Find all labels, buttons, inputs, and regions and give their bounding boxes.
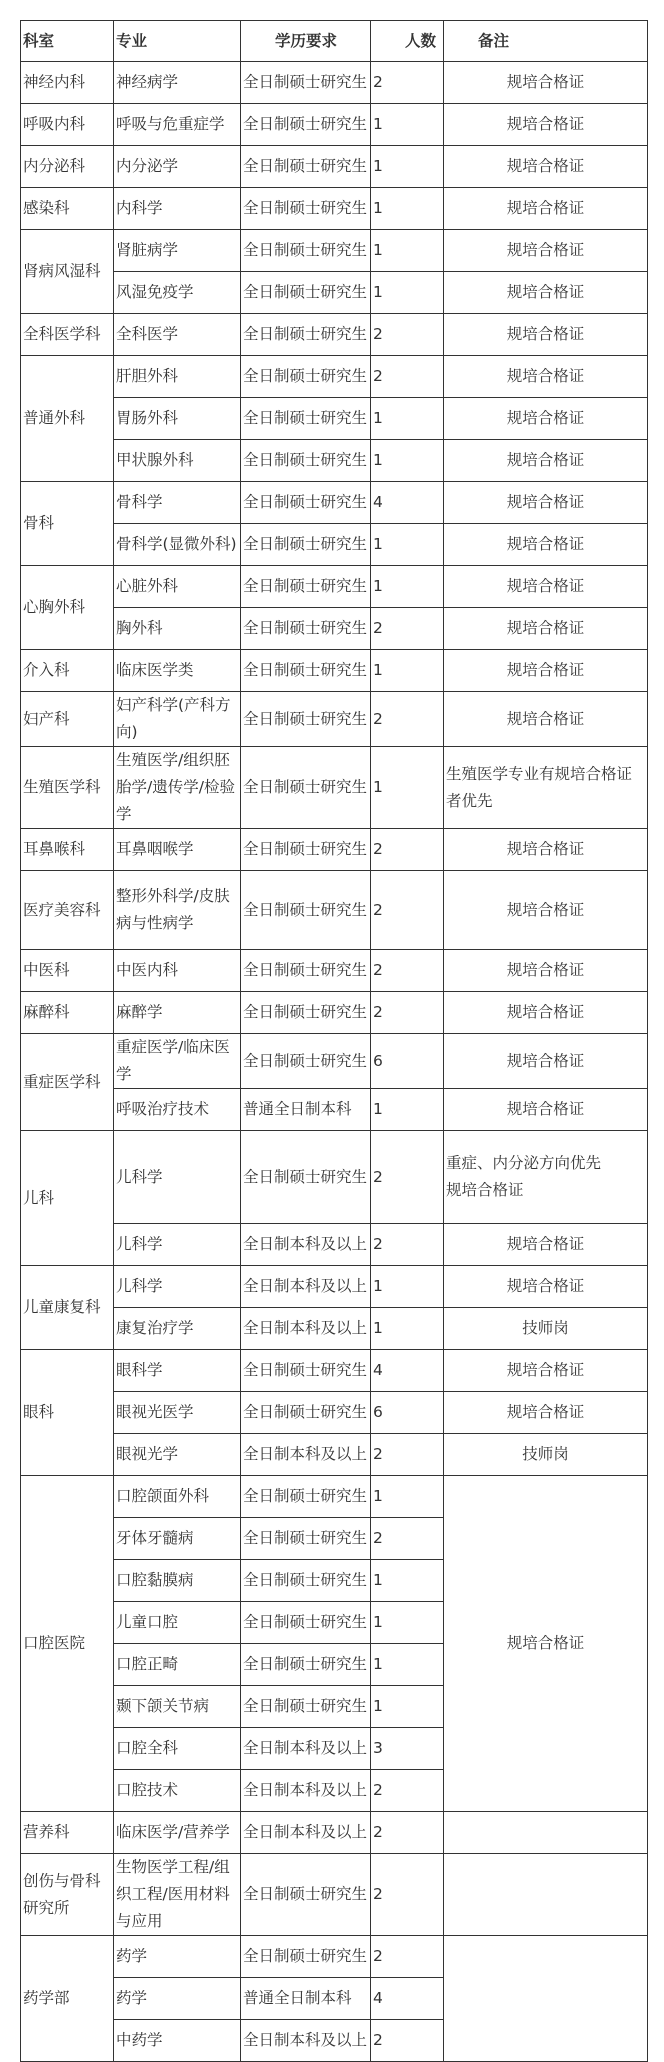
notes-cell: 规培合格证 <box>444 1392 648 1434</box>
count-cell: 2 <box>371 871 444 950</box>
notes-cell: 规培合格证 <box>444 692 648 747</box>
count-cell: 1 <box>371 272 444 314</box>
table-row <box>21 992 648 1034</box>
table-row <box>21 1392 648 1434</box>
table-row <box>21 1854 648 1936</box>
notes-cell: 规培合格证 <box>444 104 648 146</box>
notes-cell: 生殖医学专业有规培合格证者优先 <box>444 747 648 829</box>
count-cell: 2 <box>371 829 444 871</box>
major-cell: 中药学 <box>114 2020 241 2062</box>
major-cell: 儿科学 <box>114 1131 241 1224</box>
count-cell: 2 <box>371 1131 444 1224</box>
major-cell: 口腔全科 <box>114 1728 241 1770</box>
notes-cell: 规培合格证 <box>444 1350 648 1392</box>
table-row <box>21 950 648 992</box>
education-cell: 普通全日制本科 <box>241 1978 371 2020</box>
major-cell: 颞下颌关节病 <box>114 1686 241 1728</box>
count-cell: 1 <box>371 524 444 566</box>
department-cell: 耳鼻喉科 <box>21 829 114 871</box>
department-cell: 内分泌科 <box>21 146 114 188</box>
table-row <box>21 747 648 829</box>
education-cell: 全日制硕士研究生 <box>241 871 371 950</box>
table-row <box>21 692 648 747</box>
education-cell: 全日制本科及以上 <box>241 1728 371 1770</box>
table-row <box>21 188 648 230</box>
notes-cell: 规培合格证 <box>444 356 648 398</box>
table-row <box>21 566 648 608</box>
table-row <box>21 482 648 524</box>
major-cell: 耳鼻咽喉学 <box>114 829 241 871</box>
education-cell: 普通全日制本科 <box>241 1089 371 1131</box>
major-cell: 内分泌学 <box>114 146 241 188</box>
major-cell: 眼视光医学 <box>114 1392 241 1434</box>
department-cell: 眼科 <box>21 1350 114 1476</box>
department-cell: 中医科 <box>21 950 114 992</box>
department-cell: 口腔医院 <box>21 1476 114 1812</box>
major-cell: 牙体牙髓病 <box>114 1518 241 1560</box>
education-cell: 全日制硕士研究生 <box>241 950 371 992</box>
table-row <box>21 524 648 566</box>
major-cell: 妇产科学(产科方向) <box>114 692 241 747</box>
notes-cell: 规培合格证 <box>444 398 648 440</box>
header-major: 专业 <box>114 21 241 62</box>
major-cell: 药学 <box>114 1978 241 2020</box>
education-cell: 全日制硕士研究生 <box>241 62 371 104</box>
education-cell: 全日制本科及以上 <box>241 1434 371 1476</box>
header-department: 科室 <box>21 21 114 62</box>
education-cell: 全日制本科及以上 <box>241 2020 371 2062</box>
header-count: 人数 <box>371 21 444 62</box>
table-row <box>21 871 648 950</box>
count-cell: 1 <box>371 1476 444 1518</box>
department-cell: 重症医学科 <box>21 1034 114 1131</box>
department-cell: 儿童康复科 <box>21 1266 114 1350</box>
count-cell: 1 <box>371 1560 444 1602</box>
major-cell: 呼吸与危重症学 <box>114 104 241 146</box>
education-cell: 全日制硕士研究生 <box>241 650 371 692</box>
major-cell: 临床医学类 <box>114 650 241 692</box>
major-cell: 神经病学 <box>114 62 241 104</box>
count-cell: 2 <box>371 1434 444 1476</box>
department-cell: 生殖医学科 <box>21 747 114 829</box>
header-education: 学历要求 <box>241 21 371 62</box>
major-cell: 眼视光学 <box>114 1434 241 1476</box>
count-cell: 2 <box>371 950 444 992</box>
count-cell: 4 <box>371 1350 444 1392</box>
count-cell: 2 <box>371 1812 444 1854</box>
major-cell: 临床医学/营养学 <box>114 1812 241 1854</box>
education-cell: 全日制本科及以上 <box>241 1308 371 1350</box>
count-cell: 1 <box>371 747 444 829</box>
count-cell: 2 <box>371 1518 444 1560</box>
department-cell: 医疗美容科 <box>21 871 114 950</box>
major-cell: 麻醉学 <box>114 992 241 1034</box>
education-cell: 全日制本科及以上 <box>241 1224 371 1266</box>
table-row <box>21 272 648 314</box>
count-cell: 1 <box>371 398 444 440</box>
count-cell: 4 <box>371 482 444 524</box>
table-row <box>21 1131 648 1224</box>
count-cell: 1 <box>371 230 444 272</box>
notes-cell: 规培合格证 <box>444 272 648 314</box>
education-cell: 全日制硕士研究生 <box>241 1350 371 1392</box>
count-cell: 2 <box>371 356 444 398</box>
table-row <box>21 440 648 482</box>
major-cell: 儿科学 <box>114 1266 241 1308</box>
notes-cell: 规培合格证 <box>444 829 648 871</box>
count-cell: 6 <box>371 1034 444 1089</box>
table-row <box>21 829 648 871</box>
table-body <box>21 62 648 2062</box>
table-row <box>21 1812 648 1854</box>
notes-cell: 规培合格证 <box>444 440 648 482</box>
education-cell: 全日制硕士研究生 <box>241 1392 371 1434</box>
education-cell: 全日制硕士研究生 <box>241 566 371 608</box>
table-row <box>21 1034 648 1089</box>
education-cell: 全日制硕士研究生 <box>241 398 371 440</box>
count-cell: 1 <box>371 1602 444 1644</box>
notes-cell: 技师岗 <box>444 1308 648 1350</box>
header-notes: 备注 <box>444 21 648 62</box>
table-row <box>21 104 648 146</box>
notes-cell: 规培合格证 <box>444 1224 648 1266</box>
department-cell: 创伤与骨科研究所 <box>21 1854 114 1936</box>
count-cell: 1 <box>371 104 444 146</box>
count-cell: 1 <box>371 188 444 230</box>
notes-cell: 规培合格证 <box>444 871 648 950</box>
count-cell: 1 <box>371 1308 444 1350</box>
major-cell: 肾脏病学 <box>114 230 241 272</box>
notes-cell: 规培合格证 <box>444 566 648 608</box>
table-row <box>21 398 648 440</box>
major-cell: 药学 <box>114 1936 241 1978</box>
table-row <box>21 1350 648 1392</box>
count-cell: 4 <box>371 1978 444 2020</box>
major-cell: 眼科学 <box>114 1350 241 1392</box>
major-cell: 全科医学 <box>114 314 241 356</box>
major-cell: 口腔颌面外科 <box>114 1476 241 1518</box>
count-cell: 1 <box>371 146 444 188</box>
education-cell: 全日制硕士研究生 <box>241 440 371 482</box>
count-cell: 1 <box>371 1089 444 1131</box>
education-cell: 全日制本科及以上 <box>241 1812 371 1854</box>
major-cell: 胃肠外科 <box>114 398 241 440</box>
major-cell: 儿科学 <box>114 1224 241 1266</box>
department-cell: 全科医学科 <box>21 314 114 356</box>
department-cell: 呼吸内科 <box>21 104 114 146</box>
count-cell: 2 <box>371 314 444 356</box>
department-cell: 妇产科 <box>21 692 114 747</box>
major-cell: 康复治疗学 <box>114 1308 241 1350</box>
count-cell: 2 <box>371 2020 444 2062</box>
count-cell: 6 <box>371 1392 444 1434</box>
notes-cell: 规培合格证 <box>444 146 648 188</box>
count-cell: 2 <box>371 608 444 650</box>
education-cell: 全日制本科及以上 <box>241 1770 371 1812</box>
major-cell: 胸外科 <box>114 608 241 650</box>
education-cell: 全日制硕士研究生 <box>241 1686 371 1728</box>
department-cell: 麻醉科 <box>21 992 114 1034</box>
education-cell: 全日制硕士研究生 <box>241 992 371 1034</box>
notes-cell: 规培合格证 <box>444 230 648 272</box>
table-header-row <box>21 21 648 62</box>
notes-cell <box>444 1854 648 1936</box>
count-cell: 2 <box>371 1854 444 1936</box>
table-row <box>21 356 648 398</box>
department-cell: 肾病风湿科 <box>21 230 114 314</box>
count-cell: 1 <box>371 1644 444 1686</box>
education-cell: 全日制硕士研究生 <box>241 829 371 871</box>
table-row <box>21 62 648 104</box>
education-cell: 全日制硕士研究生 <box>241 1034 371 1089</box>
education-cell: 全日制硕士研究生 <box>241 188 371 230</box>
count-cell: 2 <box>371 1936 444 1978</box>
education-cell: 全日制硕士研究生 <box>241 524 371 566</box>
notes-cell: 规培合格证 <box>444 992 648 1034</box>
recruitment-table <box>20 20 648 2062</box>
department-cell: 骨科 <box>21 482 114 566</box>
notes-cell: 规培合格证 <box>444 650 648 692</box>
notes-cell: 规培合格证 <box>444 524 648 566</box>
major-cell: 重症医学/临床医学 <box>114 1034 241 1089</box>
major-cell: 甲状腺外科 <box>114 440 241 482</box>
table-row <box>21 1476 648 1518</box>
table-row <box>21 1224 648 1266</box>
education-cell: 全日制硕士研究生 <box>241 1131 371 1224</box>
education-cell: 全日制硕士研究生 <box>241 146 371 188</box>
major-cell: 呼吸治疗技术 <box>114 1089 241 1131</box>
major-cell: 心脏外科 <box>114 566 241 608</box>
notes-cell: 规培合格证 <box>444 1476 648 1812</box>
count-cell: 1 <box>371 440 444 482</box>
notes-cell: 规培合格证 <box>444 608 648 650</box>
count-cell: 1 <box>371 650 444 692</box>
count-cell: 2 <box>371 692 444 747</box>
education-cell: 全日制硕士研究生 <box>241 747 371 829</box>
notes-cell: 重症、内分泌方向优先 规培合格证 <box>444 1131 648 1224</box>
major-cell: 生物医学工程/组织工程/医用材料与应用 <box>114 1854 241 1936</box>
notes-cell: 规培合格证 <box>444 1089 648 1131</box>
education-cell: 全日制硕士研究生 <box>241 1476 371 1518</box>
education-cell: 全日制本科及以上 <box>241 1266 371 1308</box>
table-row <box>21 230 648 272</box>
notes-cell <box>444 1812 648 1854</box>
count-cell: 2 <box>371 1770 444 1812</box>
count-cell: 2 <box>371 1224 444 1266</box>
education-cell: 全日制硕士研究生 <box>241 1936 371 1978</box>
table-row <box>21 146 648 188</box>
education-cell: 全日制硕士研究生 <box>241 1560 371 1602</box>
major-cell: 骨科学(显微外科) <box>114 524 241 566</box>
department-cell: 营养科 <box>21 1812 114 1854</box>
education-cell: 全日制硕士研究生 <box>241 104 371 146</box>
major-cell: 内科学 <box>114 188 241 230</box>
department-cell: 介入科 <box>21 650 114 692</box>
education-cell: 全日制硕士研究生 <box>241 608 371 650</box>
major-cell: 肝胆外科 <box>114 356 241 398</box>
education-cell: 全日制硕士研究生 <box>241 1518 371 1560</box>
education-cell: 全日制硕士研究生 <box>241 482 371 524</box>
table-row <box>21 1308 648 1350</box>
notes-cell: 技师岗 <box>444 1434 648 1476</box>
count-cell: 1 <box>371 1686 444 1728</box>
major-cell: 生殖医学/组织胚胎学/遗传学/检验学 <box>114 747 241 829</box>
table-row <box>21 1266 648 1308</box>
notes-cell: 规培合格证 <box>444 62 648 104</box>
notes-cell: 规培合格证 <box>444 1266 648 1308</box>
department-cell: 药学部 <box>21 1936 114 2062</box>
department-cell: 普通外科 <box>21 356 114 482</box>
education-cell: 全日制硕士研究生 <box>241 356 371 398</box>
notes-cell: 规培合格证 <box>444 1034 648 1089</box>
count-cell: 2 <box>371 62 444 104</box>
major-cell: 儿童口腔 <box>114 1602 241 1644</box>
table-row <box>21 650 648 692</box>
department-cell: 感染科 <box>21 188 114 230</box>
count-cell: 1 <box>371 566 444 608</box>
education-cell: 全日制硕士研究生 <box>241 692 371 747</box>
count-cell: 1 <box>371 1266 444 1308</box>
major-cell: 口腔正畸 <box>114 1644 241 1686</box>
major-cell: 骨科学 <box>114 482 241 524</box>
notes-cell: 规培合格证 <box>444 188 648 230</box>
major-cell: 口腔技术 <box>114 1770 241 1812</box>
education-cell: 全日制硕士研究生 <box>241 272 371 314</box>
table-row <box>21 1089 648 1131</box>
count-cell: 3 <box>371 1728 444 1770</box>
major-cell: 口腔黏膜病 <box>114 1560 241 1602</box>
notes-cell: 规培合格证 <box>444 950 648 992</box>
notes-cell: 规培合格证 <box>444 482 648 524</box>
notes-cell <box>444 1936 648 2062</box>
department-cell: 神经内科 <box>21 62 114 104</box>
major-cell: 整形外科学/皮肤病与性病学 <box>114 871 241 950</box>
table-row <box>21 1936 648 1978</box>
table-row <box>21 1434 648 1476</box>
department-cell: 儿科 <box>21 1131 114 1266</box>
education-cell: 全日制硕士研究生 <box>241 1854 371 1936</box>
count-cell: 2 <box>371 992 444 1034</box>
major-cell: 中医内科 <box>114 950 241 992</box>
table-row <box>21 608 648 650</box>
major-cell: 风湿免疫学 <box>114 272 241 314</box>
education-cell: 全日制硕士研究生 <box>241 314 371 356</box>
notes-cell: 规培合格证 <box>444 314 648 356</box>
table-row <box>21 314 648 356</box>
education-cell: 全日制硕士研究生 <box>241 1644 371 1686</box>
education-cell: 全日制硕士研究生 <box>241 230 371 272</box>
education-cell: 全日制硕士研究生 <box>241 1602 371 1644</box>
department-cell: 心胸外科 <box>21 566 114 650</box>
